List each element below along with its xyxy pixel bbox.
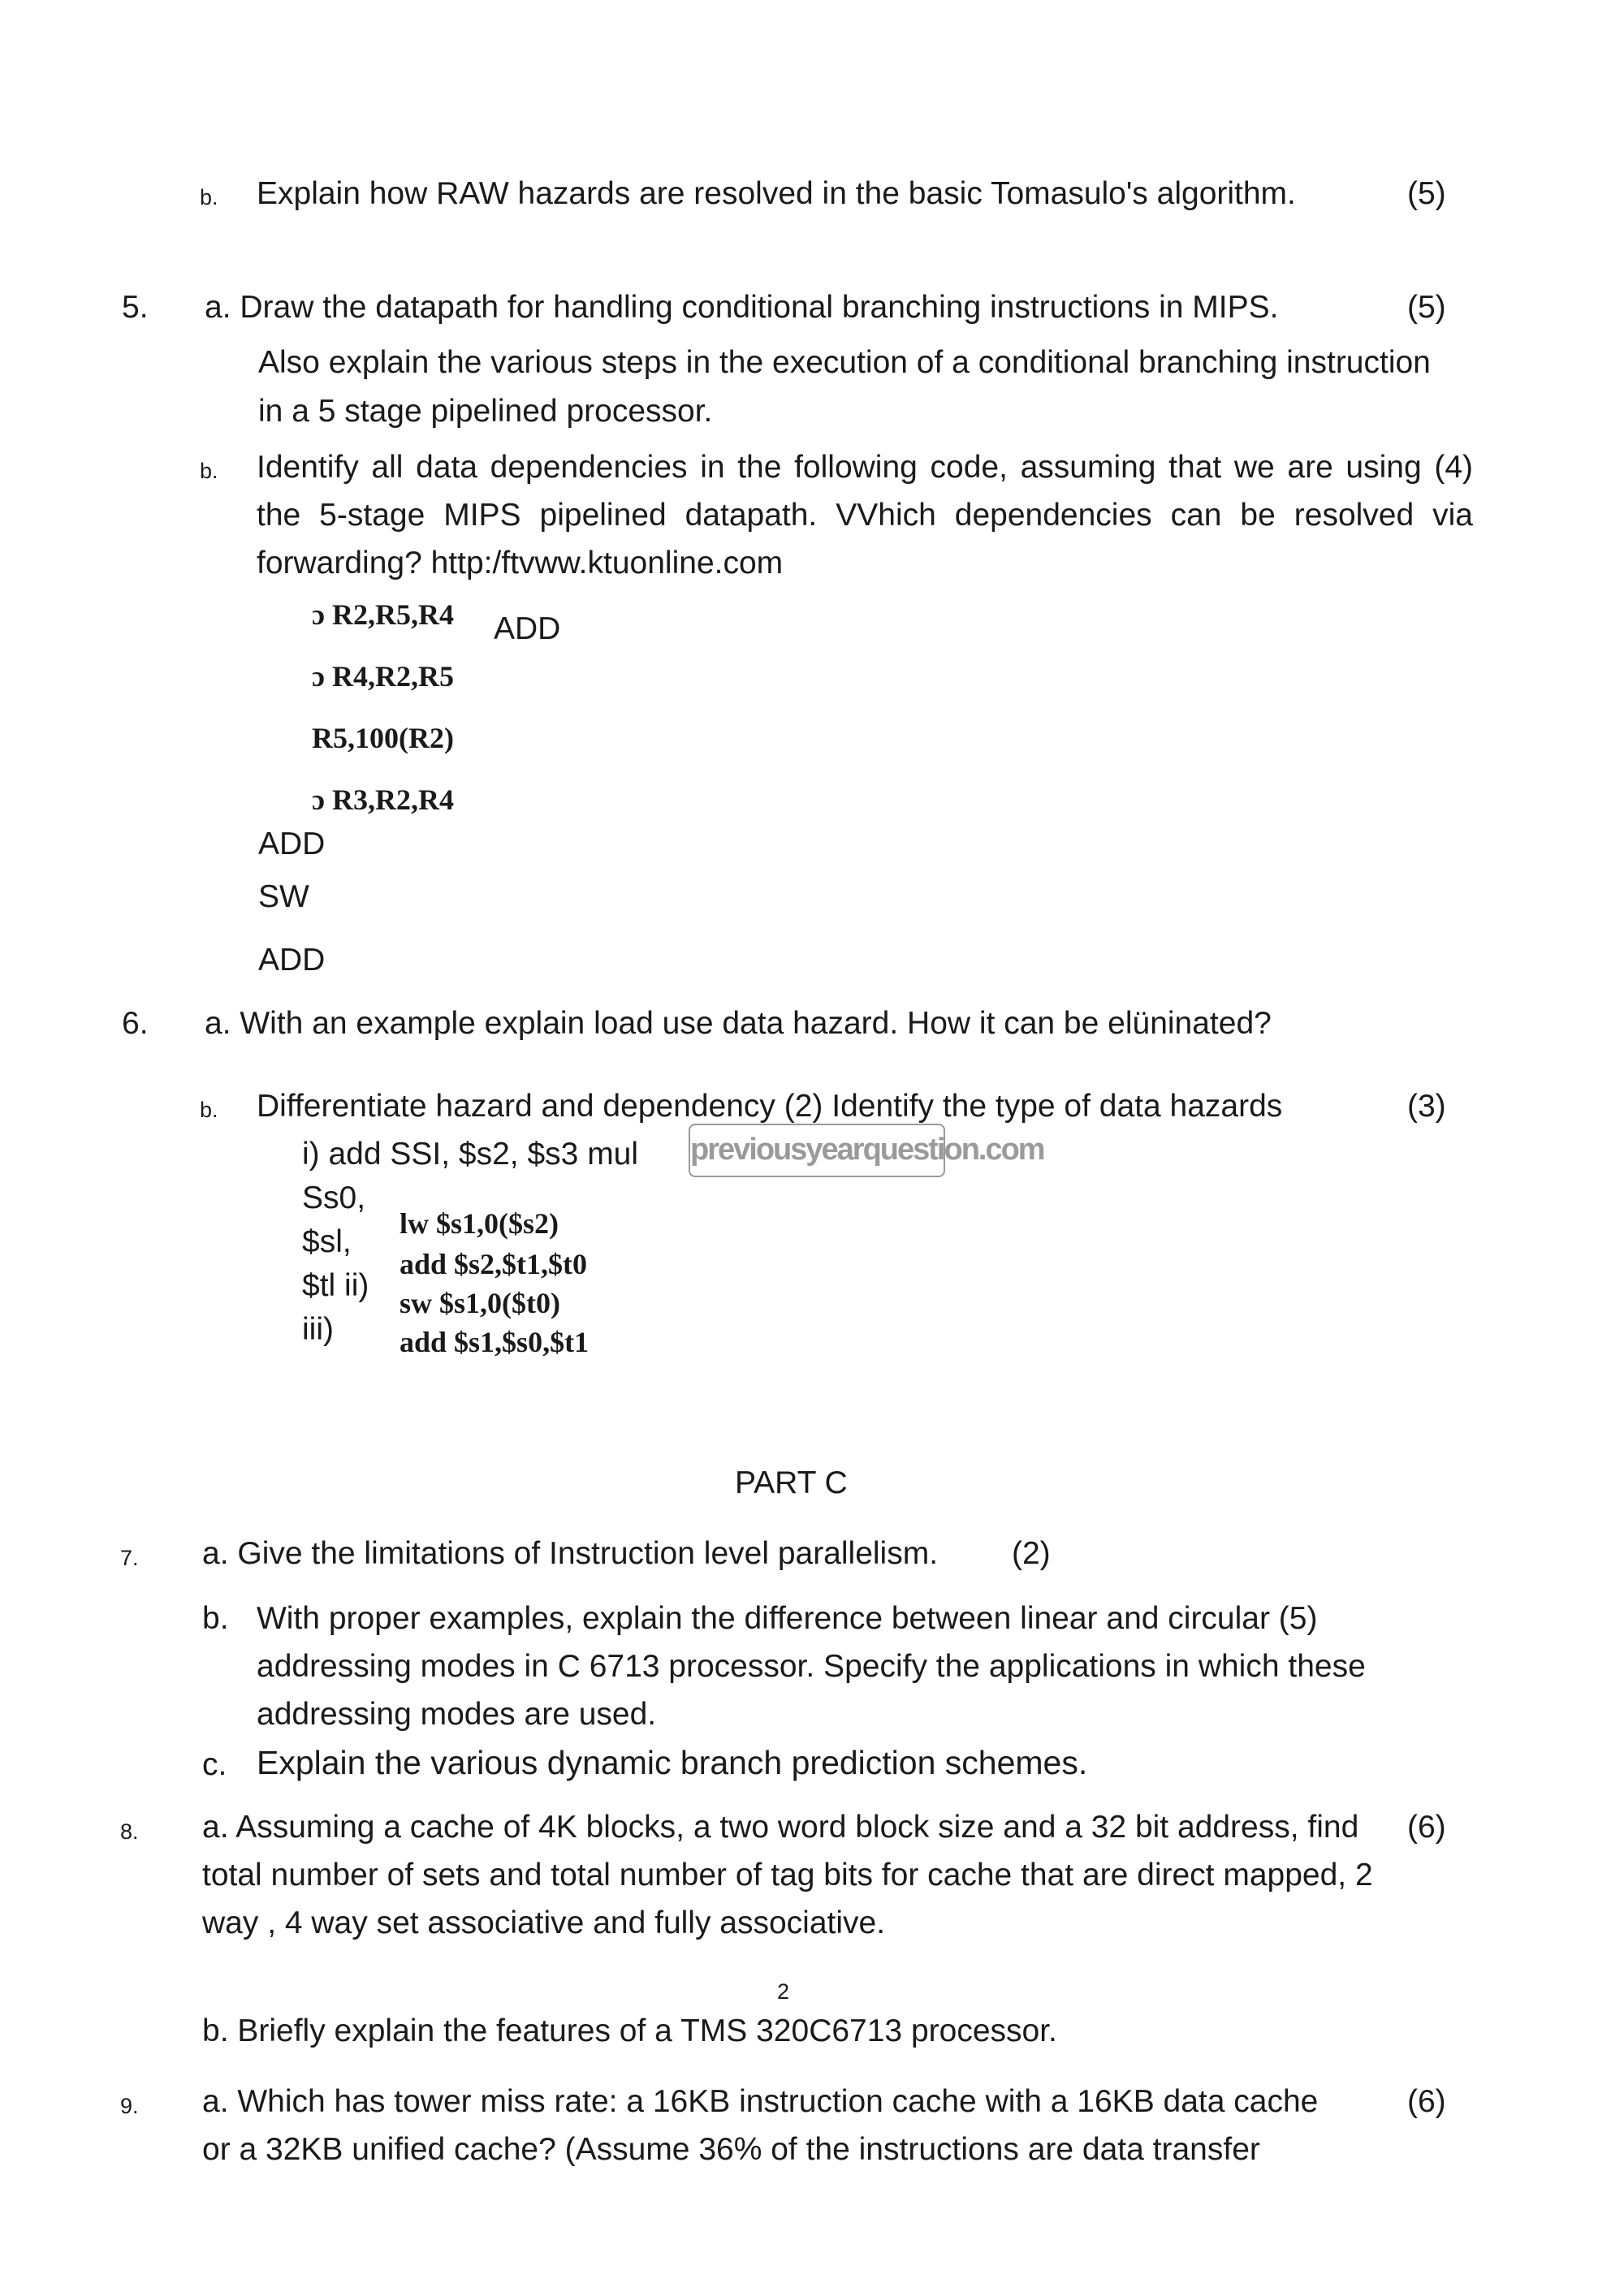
- q8-number: 8.: [120, 1819, 139, 1844]
- q7-a-marks: (2): [1012, 1536, 1051, 1571]
- q5-b-line1: Identify all data dependencies in the following code, assuming that we are using (4): [257, 450, 1473, 485]
- q5-op-right: ADD: [494, 611, 561, 646]
- q7-b-label: b.: [202, 1601, 229, 1636]
- q4-b-marks: (5): [1407, 176, 1446, 211]
- q9-a-line1: a. Which has tower miss rate: a 16KB instruction cache with a 16KB data cache: [202, 2084, 1319, 2119]
- q6-sub-line-5: iii): [302, 1312, 334, 1347]
- q5-a-text: a. Draw the datapath for handling conditional branching instructions in MIPS.: [205, 290, 1279, 325]
- q5-op-3: ADD: [258, 943, 326, 978]
- q6-code-line-1: lw $s1,0($s2): [400, 1207, 559, 1240]
- q5-b-line3: forwarding? http:/ftvww.ktuonline.com: [257, 546, 784, 580]
- q4-b-label: b.: [200, 185, 218, 209]
- q6-b-marks: (3): [1407, 1089, 1446, 1124]
- q7-number: 7.: [120, 1546, 139, 1570]
- page-number: 2: [777, 1979, 790, 2004]
- q5-a-line3: in a 5 stage pipelined processor.: [258, 394, 713, 429]
- q8-a-line1: a. Assuming a cache of 4K blocks, a two word block size and a 32 bit address, find: [202, 1810, 1359, 1845]
- q6-code-line-2: add $s2,$t1,$t0: [400, 1248, 588, 1280]
- q5-number: 5.: [122, 290, 149, 325]
- q5-code-line-4: ɔ R3,R2,R4: [312, 783, 454, 816]
- q5-b-line2: the 5-stage MIPS pipelined datapath. VVhich dependencies can be resolved via: [257, 498, 1473, 533]
- q6-number: 6.: [122, 1006, 149, 1041]
- q7-c-text: Explain the various dynamic branch prediction schemes.: [257, 1744, 1088, 1781]
- q5-code-line-2: ɔ R4,R2,R5: [312, 660, 454, 693]
- q6-sub-line-2: Ss0,: [302, 1180, 366, 1215]
- q6-code-line-4: add $s1,$s0,$t1: [400, 1326, 590, 1358]
- q6-a-text: a. With an example explain load use data hazard. How it can be elüninated?: [205, 1006, 1272, 1041]
- q5-a-line2: Also explain the various steps in the execution of a conditional branching instruction: [258, 345, 1431, 380]
- q8-a-line2: total number of sets and total number of tag bits for cache that are direct mapped, 2: [202, 1858, 1373, 1892]
- q5-b-label: b.: [200, 459, 218, 483]
- q6-sub-line-3: $sl,: [302, 1224, 352, 1259]
- q6-b-label: b.: [200, 1098, 218, 1122]
- q7-b-line2: addressing modes in C 6713 processor. Specify the applications in which these: [257, 1649, 1366, 1684]
- q6-b-text: Differentiate hazard and dependency (2) Identify the type of data hazards: [257, 1089, 1283, 1124]
- q6-sub-line-4: $tl ii): [302, 1268, 369, 1303]
- q7-c-label: c.: [202, 1747, 227, 1782]
- q9-number: 9.: [120, 2094, 139, 2118]
- q6-sub-line-1: i) add SSI, $s2, $s3 mul: [302, 1137, 639, 1172]
- q5-op-1: ADD: [258, 826, 326, 861]
- q7-b-line3: addressing modes are used.: [257, 1697, 657, 1732]
- q5-op-2: SW: [258, 879, 309, 914]
- q5-code-line-3: R5,100(R2): [312, 722, 454, 754]
- q5-a-marks: (5): [1407, 290, 1446, 325]
- watermark-stamp: previousyearquestion.com: [689, 1124, 945, 1177]
- q7-b-line1: With proper examples, explain the difference between linear and circular (5): [257, 1601, 1318, 1636]
- q6-code-line-3: sw $s1,0($t0): [400, 1287, 560, 1319]
- q9-a-marks: (6): [1407, 2084, 1446, 2119]
- part-c-title: PART C: [735, 1465, 848, 1500]
- q4-b-text: Explain how RAW hazards are resolved in the basic Tomasulo's algorithm.: [257, 176, 1296, 211]
- q8-b-text: b. Briefly explain the features of a TMS 320C6713 processor.: [202, 2013, 1057, 2048]
- q7-a-text: a. Give the limitations of Instruction level parallelism.: [202, 1536, 939, 1571]
- q8-a-line3: way , 4 way set associative and fully associative.: [202, 1905, 886, 1940]
- q9-a-line2: or a 32KB unified cache? (Assume 36% of the instructions are data transfer: [202, 2132, 1260, 2167]
- q5-code-line-1: ɔ R2,R5,R4: [312, 598, 454, 631]
- q8-a-marks: (6): [1407, 1810, 1446, 1845]
